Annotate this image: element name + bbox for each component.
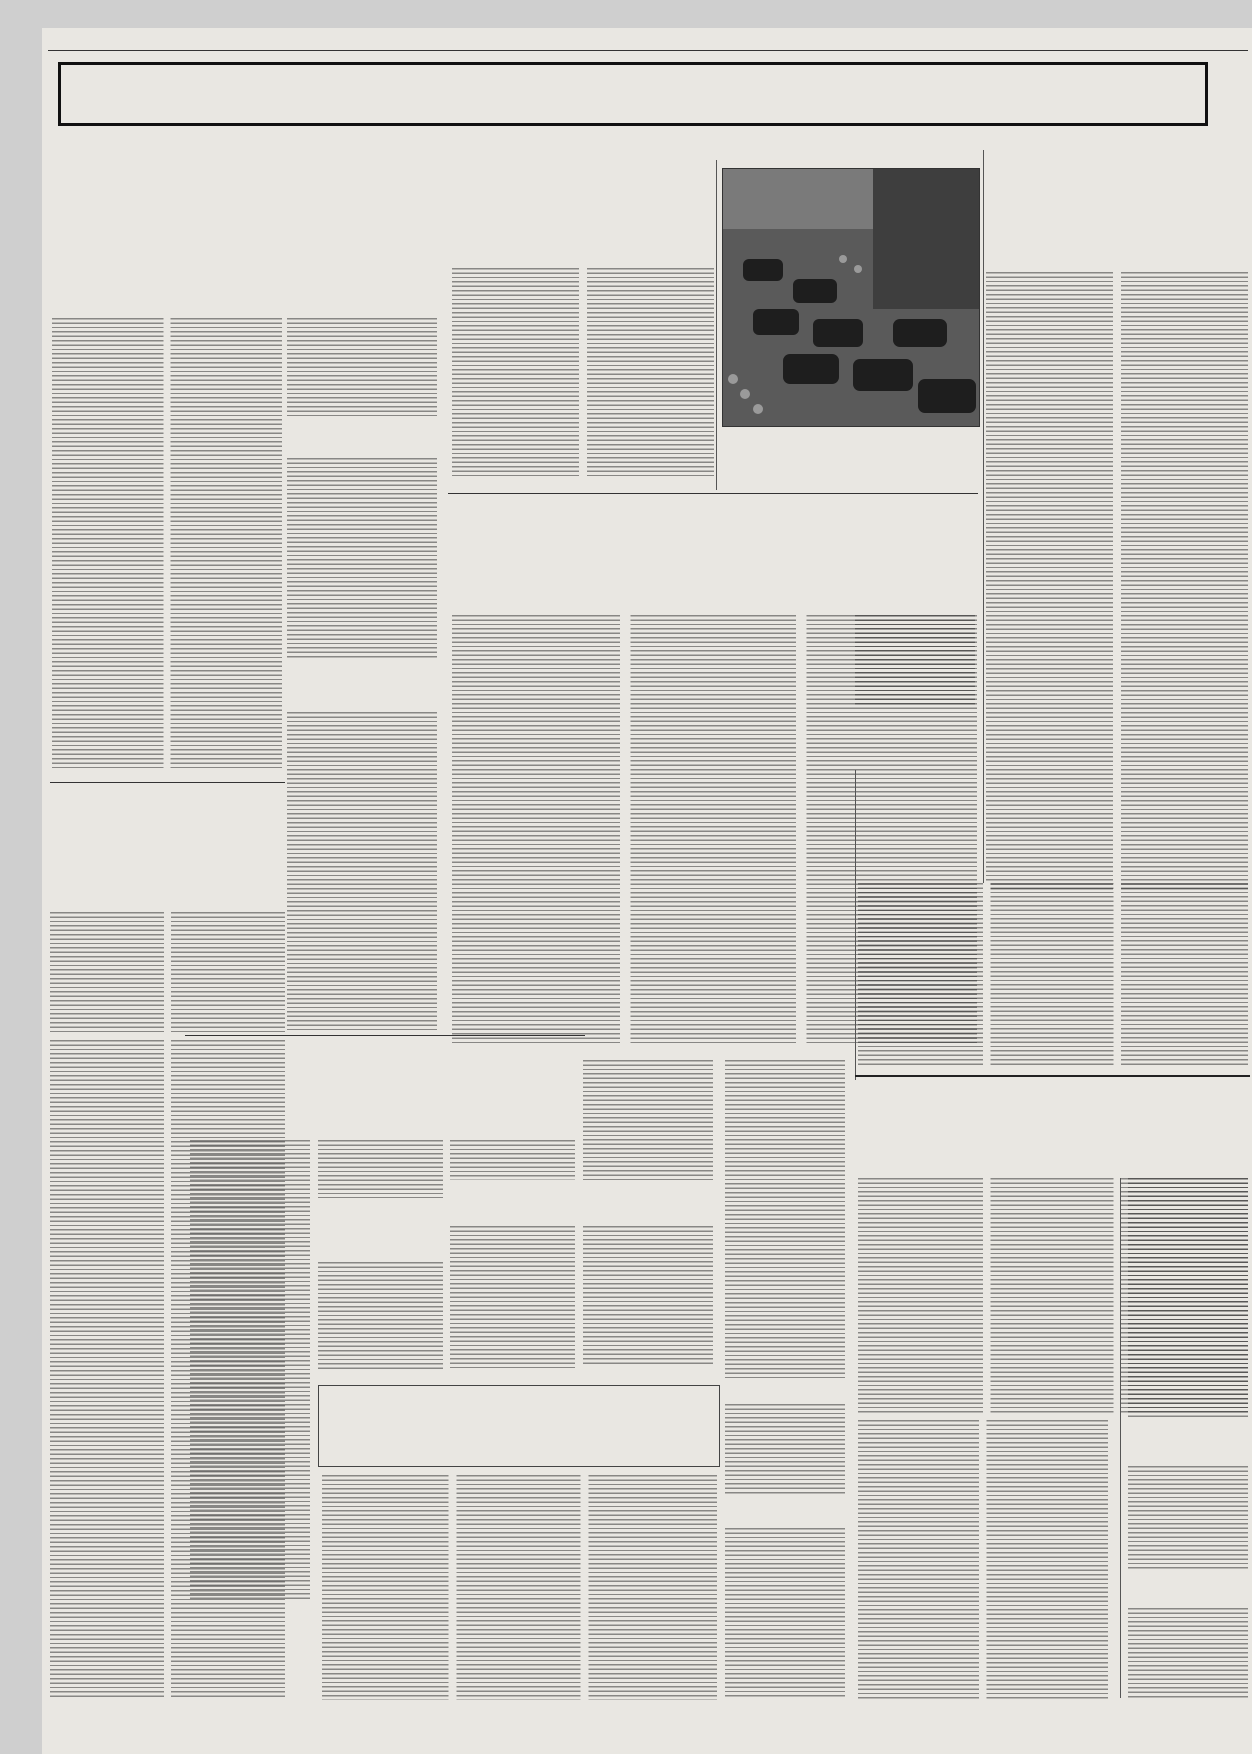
almirante-article-text — [583, 1226, 713, 1366]
parma-article-text-3 — [287, 458, 437, 658]
chieti-article-text-1 — [190, 1140, 310, 1600]
parma-article-text — [52, 318, 282, 770]
msi-article-continued — [583, 1060, 713, 1180]
msi-rule — [448, 493, 978, 494]
chieti-article-text-2 — [318, 1140, 443, 1198]
photo-illustration — [723, 169, 979, 426]
soriano-article-text — [287, 712, 437, 1032]
caserta-article-text — [452, 268, 714, 478]
section-masthead — [58, 62, 1208, 126]
fiori-article-text — [1128, 1608, 1248, 1698]
cassa-article-text — [1128, 1466, 1248, 1571]
parma-article-text-2 — [287, 318, 437, 418]
chieti-article-text-3 — [450, 1140, 575, 1180]
puglia-article-text — [725, 1528, 845, 1698]
sessa-article-text — [858, 883, 1248, 1068]
msi-article-col5 — [725, 1060, 845, 1380]
msi-article-text-2 — [855, 615, 975, 705]
monfalcone-article-text — [50, 912, 285, 1032]
monfalcone-rule — [50, 782, 285, 783]
comunismo-article-text-2 — [858, 1420, 1108, 1700]
news-photo-funeral — [722, 168, 980, 427]
folio-rule — [48, 50, 1248, 51]
villamiroglio-article-text — [322, 1475, 717, 1700]
column-rule-sessa — [855, 770, 856, 1080]
column-rule-cassa — [1120, 1178, 1121, 1698]
ancona-article-text — [725, 1404, 845, 1494]
comunismo-rule — [855, 1075, 1250, 1077]
foggia-article-text — [450, 1226, 575, 1371]
terra-article-text — [986, 272, 1248, 892]
column-rule — [716, 160, 717, 490]
comunismo-article-text-3 — [1128, 1178, 1248, 1418]
chieti-rule — [185, 1035, 585, 1036]
villamiroglio-box — [318, 1385, 720, 1467]
pesaro-article-text — [318, 1262, 443, 1370]
